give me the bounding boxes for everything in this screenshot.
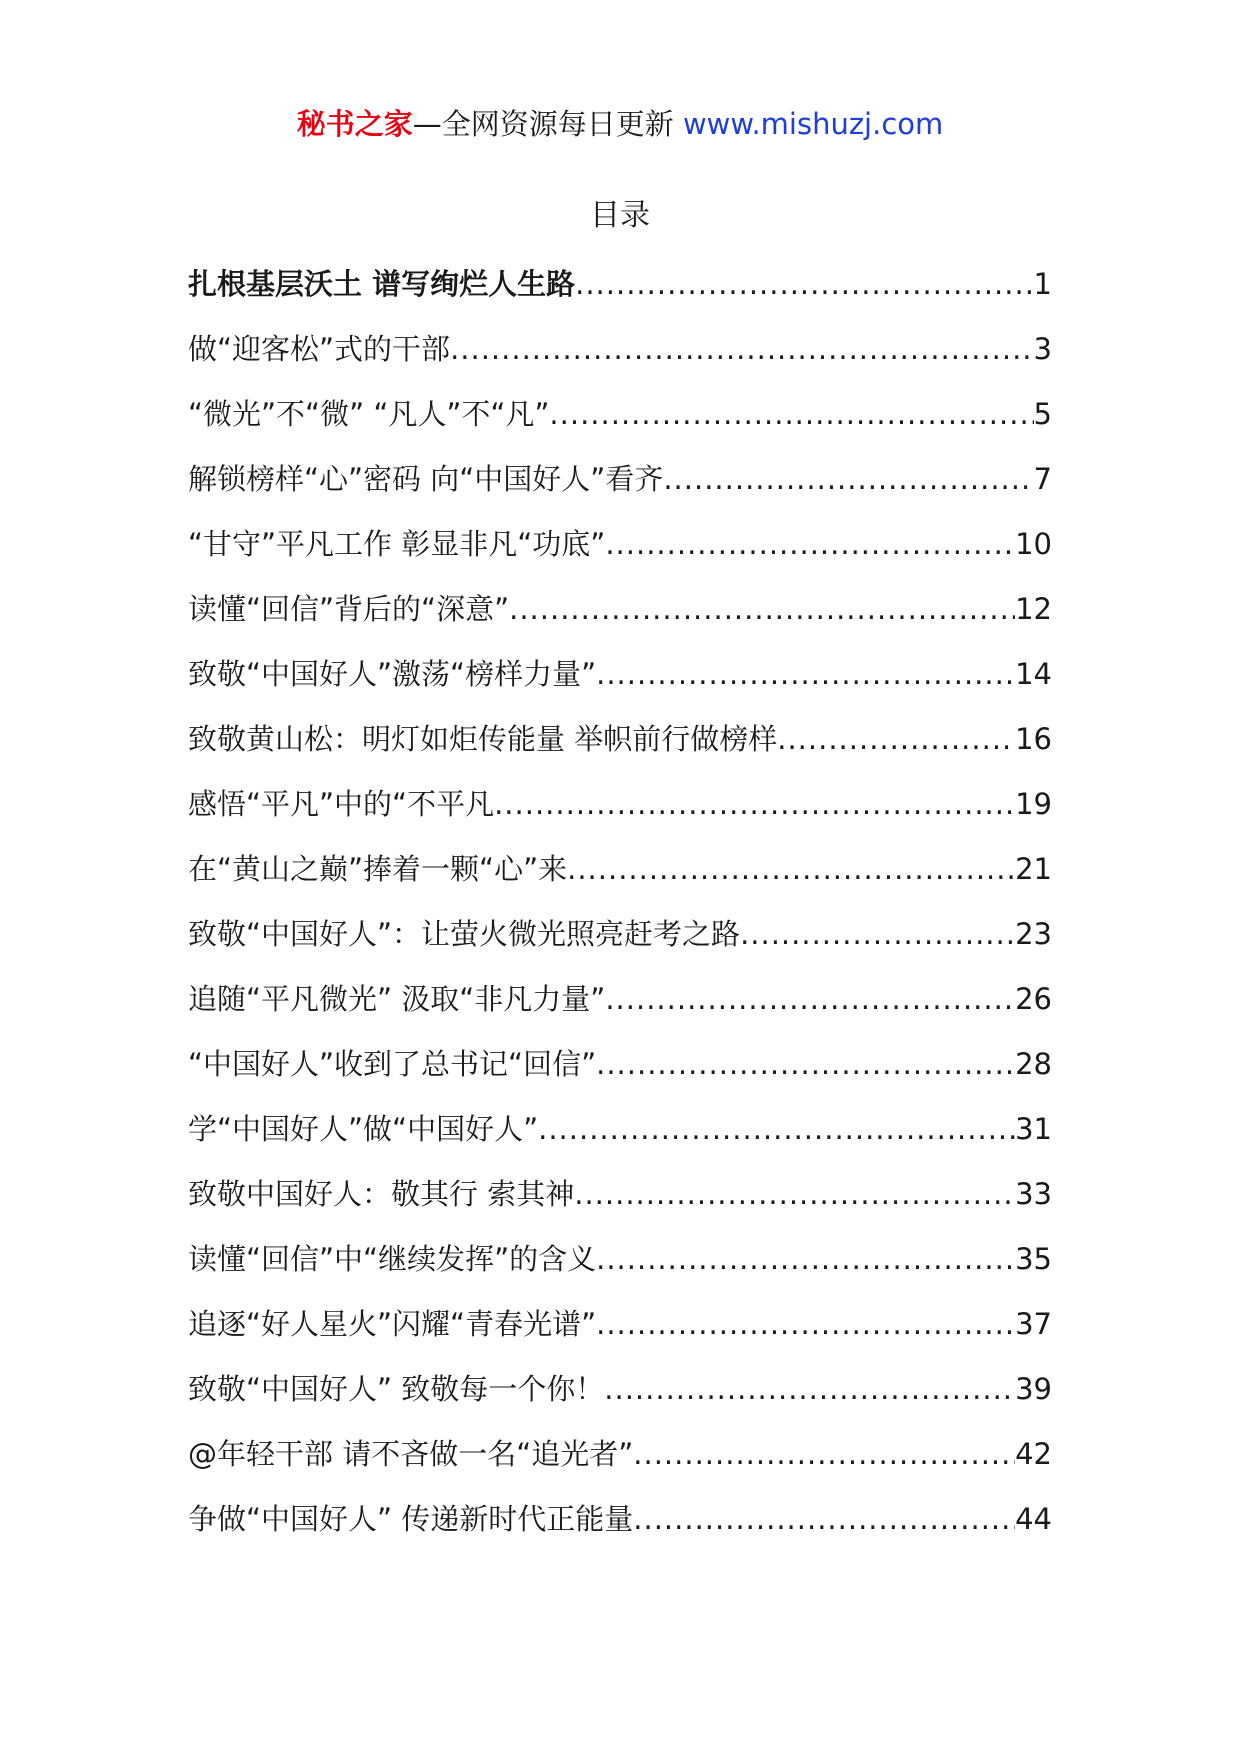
toc-entry-title: 读懂“回信”背后的“深意” [188, 592, 510, 626]
toc-dot-leader [605, 522, 1015, 566]
toc-entry-page: 3 [1033, 332, 1052, 366]
toc-dot-leader [574, 1172, 1015, 1216]
toc-entry-page: 39 [1015, 1372, 1052, 1406]
toc-entry[interactable] [188, 1302, 1052, 1367]
toc-entry-title: 争做“中国好人” 传递新时代正能量 [188, 1502, 634, 1536]
toc-entry-title: 致敬中国好人：敬其行 索其神 [188, 1177, 575, 1211]
toc-entry-page: 44 [1015, 1502, 1052, 1536]
toc-entry[interactable] [188, 1432, 1052, 1497]
toc-entry[interactable] [188, 1367, 1052, 1432]
toc-dot-leader [575, 262, 1033, 306]
toc-entry[interactable] [188, 1497, 1052, 1562]
toc-entry-title: 学“中国好人”做“中国好人” [188, 1112, 539, 1146]
toc-entry-title: 感悟“平凡”中的“不平凡 [188, 787, 495, 821]
toc-entry[interactable] [188, 587, 1052, 652]
toc-dot-leader [549, 392, 1033, 436]
toc-entry-page: 33 [1015, 1177, 1052, 1211]
toc-entry-title: “中国好人”收到了总书记“回信” [188, 1047, 597, 1081]
toc-entry[interactable] [188, 782, 1052, 847]
toc-entry[interactable] [188, 1042, 1052, 1107]
toc-entry-title: 扎根基层沃土 谱写绚烂人生路 [188, 267, 576, 301]
toc-entry-title: 追逐“好人星火”闪耀“青春光谱” [188, 1307, 597, 1341]
toc-dot-leader [494, 782, 1015, 826]
toc-entry-page: 31 [1015, 1112, 1052, 1146]
toc-entry-page: 35 [1015, 1242, 1052, 1276]
toc-entry-page: 37 [1015, 1307, 1052, 1341]
toc-entry-page: 5 [1033, 397, 1052, 431]
toc-entry-page: 14 [1015, 657, 1052, 691]
toc-entry[interactable] [188, 392, 1052, 457]
toc-entry-page: 21 [1015, 852, 1052, 886]
toc-entry-page: 19 [1015, 787, 1052, 821]
toc-entry[interactable] [188, 1107, 1052, 1172]
toc-entry-title: 致敬“中国好人”激荡“榜样力量” [188, 657, 597, 691]
toc-dot-leader [567, 847, 1015, 891]
toc-entry-title: @年轻干部 请不吝做一名“追光者” [188, 1437, 634, 1471]
toc-entry-page: 28 [1015, 1047, 1052, 1081]
toc-entry-title: 读懂“回信”中“继续发挥”的含义 [188, 1242, 597, 1276]
toc-dot-leader [633, 1432, 1015, 1476]
site-header [0, 102, 1240, 146]
toc-entry-page: 23 [1015, 917, 1052, 951]
toc-dot-leader [777, 717, 1015, 761]
toc-entry[interactable] [188, 847, 1052, 912]
toc-entry[interactable] [188, 1172, 1052, 1237]
toc-entry[interactable] [188, 262, 1052, 327]
toc-entry-title: 做“迎客松”式的干部 [188, 332, 451, 366]
toc-entry-title: 解锁榜样“心”密码 向“中国好人”看齐 [188, 462, 664, 496]
toc-entry-page: 26 [1015, 982, 1052, 1016]
toc-entry-title: 致敬黄山松：明灯如炬传能量 举帜前行做榜样 [188, 722, 778, 756]
toc-dot-leader [740, 912, 1015, 956]
toc-entry-page: 16 [1015, 722, 1052, 756]
site-slogan: —全网资源每日更新 [412, 107, 683, 141]
toc-entry-title: “微光”不“微” “凡人”不“凡” [188, 397, 550, 431]
toc-dot-leader [663, 457, 1033, 501]
toc-entry-page: 10 [1015, 527, 1052, 561]
toc-entry-page: 7 [1033, 462, 1052, 496]
toc-dot-leader [596, 1302, 1015, 1346]
toc-dot-leader [450, 327, 1033, 371]
toc-entry[interactable] [188, 912, 1052, 977]
toc-dot-leader [604, 1367, 1015, 1411]
site-url-link[interactable]: www.mishuzj.com [682, 107, 944, 141]
toc-entry-page: 12 [1015, 592, 1052, 626]
toc-dot-leader [633, 1497, 1015, 1541]
toc-entry-page: 1 [1033, 267, 1052, 301]
toc-entry[interactable] [188, 327, 1052, 392]
toc-dot-leader [596, 1042, 1015, 1086]
toc-entry[interactable] [188, 1237, 1052, 1302]
toc-entry[interactable] [188, 652, 1052, 717]
toc-entry[interactable] [188, 522, 1052, 587]
toc-entry-title: 追随“平凡微光” 汲取“非凡力量” [188, 982, 606, 1016]
table-of-contents [188, 262, 1052, 1562]
toc-entry-title: 致敬“中国好人” 致敬每一个你！ [188, 1372, 605, 1406]
toc-dot-leader [605, 977, 1015, 1021]
toc-entry[interactable] [188, 717, 1052, 782]
toc-dot-leader [596, 652, 1015, 696]
toc-dot-leader [538, 1107, 1015, 1151]
toc-entry-title: “甘守”平凡工作 彰显非凡“功底” [188, 527, 606, 561]
toc-entry-title: 在“黄山之巅”捧着一颗“心”来 [188, 852, 568, 886]
toc-dot-leader [596, 1237, 1015, 1281]
toc-entry[interactable] [188, 977, 1052, 1042]
toc-entry-title: 致敬“中国好人”：让萤火微光照亮赶考之路 [188, 917, 741, 951]
site-brand: 秘书之家 [296, 107, 413, 141]
toc-title: 目录 [590, 198, 650, 233]
toc-entry[interactable] [188, 457, 1052, 522]
toc-dot-leader [509, 587, 1015, 631]
toc-entry-page: 42 [1015, 1437, 1052, 1471]
